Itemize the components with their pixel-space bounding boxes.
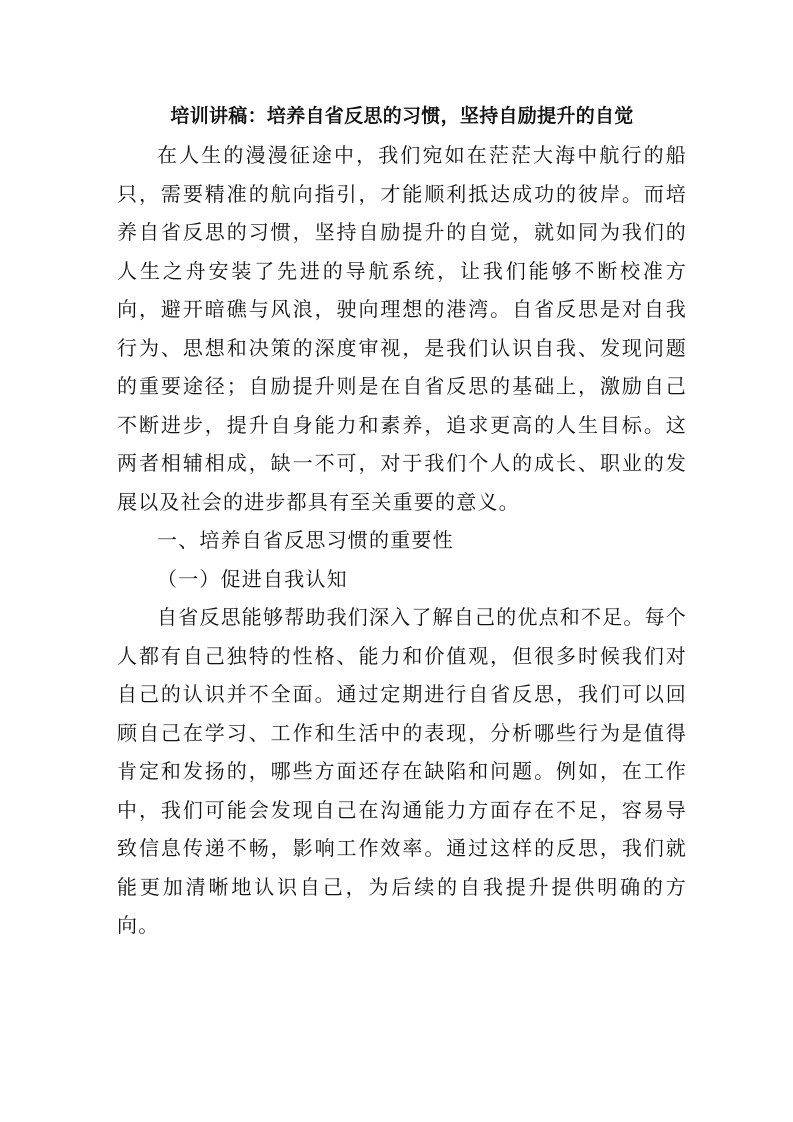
document-page xyxy=(117,96,687,945)
intro-paragraph: 在人生的漫漫征途中，我们宛如在茫茫大海中航行的船只，需要精准的航向指引，才能顺利抵达成功的彼岸。而培养自省反思的习惯，坚持自励提升的自觉，就如同为我们的人生之舟安装了先进的导航系统，让我们能够不断校准方向，避开暗礁与风浪，驶向理想的港湾。自省反思是对自我行为、思想和决策的深度审视，是我们认识自我、发现问题的重要途径；自励提升则是在自省反思的基础上，激励自己不断进步，提升自身能力和素养，追求更高的人生目标。这两者相辅相成，缺一不可，对于我们个人的成长、职业的发展以及社会的进步都具有至关重要的意义。 xyxy=(117,143,687,514)
document-title: 培训讲稿：培养自省反思的习惯，坚持自励提升的自觉 xyxy=(170,105,634,127)
body-paragraph: 自省反思能够帮助我们深入了解自己的优点和不足。每个人都有自己独特的性格、能力和价值观，但很多时候我们对自己的认识并不全面。通过定期进行自省反思，我们可以回顾自己在学习、工作和生活中的表现，分析哪些行为是值得肯定和发扬的，哪些方面还存在缺陷和问题。例如，在工作中，我们可能会发现自己在沟通能力方面存在不足，容易导致信息传递不畅，影响工作效率。通过这样的反思，我们就能更加清晰地认识自己，为后续的自我提升提供明确的方向。 xyxy=(117,605,687,937)
subsection-heading: （一）促进自我认知 xyxy=(157,566,348,591)
section-heading: 一、培养自省反思习惯的重要性 xyxy=(157,528,454,552)
